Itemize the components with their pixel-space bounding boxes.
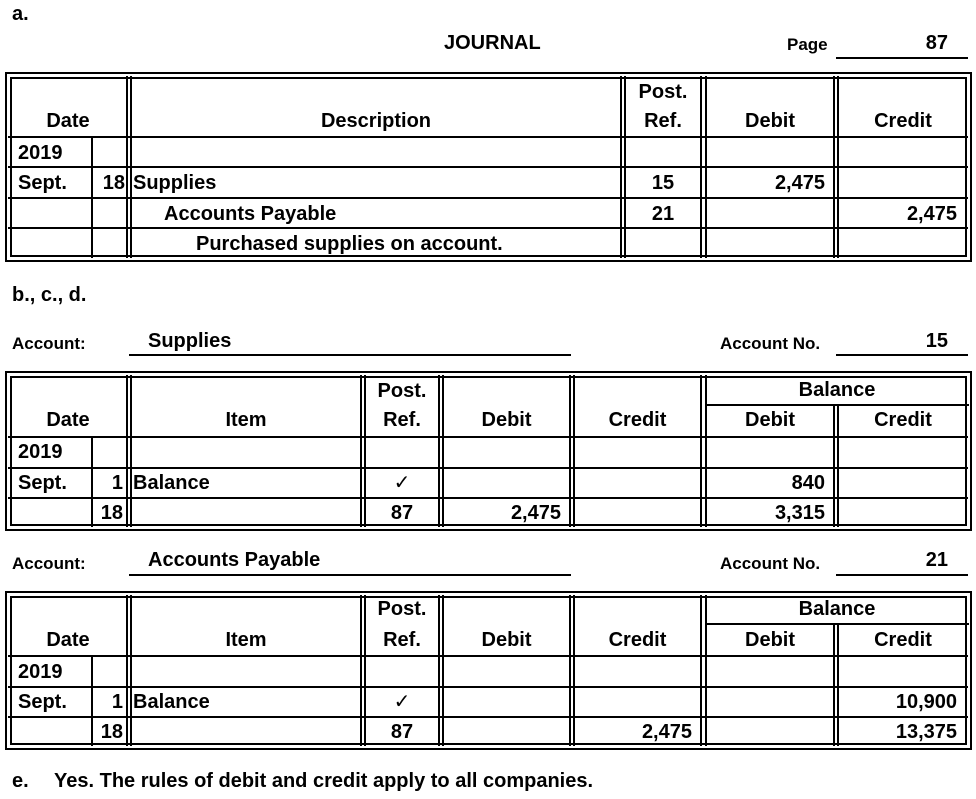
journal-line-credit: 2,475 xyxy=(906,203,957,225)
ledger-header-balance: Balance xyxy=(798,598,876,620)
journal-day: 18 xyxy=(102,172,125,194)
ledger-row-balance-debit: 3,315 xyxy=(774,502,825,524)
journal-header-postref-bottom: Ref. xyxy=(644,110,682,132)
ledger-row-balance-credit: 13,375 xyxy=(895,721,957,743)
journal-header-credit: Credit xyxy=(874,110,932,132)
ledger-row-month: Sept. xyxy=(18,691,67,713)
journal-line-explanation: Purchased supplies on account. xyxy=(196,233,503,255)
journal-header-postref-top: Post. xyxy=(638,81,688,103)
journal-page-label: Page xyxy=(787,35,828,54)
checkmark-icon: ✓ xyxy=(393,691,411,713)
account-name: Accounts Payable xyxy=(148,549,321,571)
journal-header-description: Description xyxy=(320,110,432,132)
account-label: Account: xyxy=(12,334,86,353)
account-no-label: Account No. xyxy=(720,554,821,573)
ledger-header-debit: Debit xyxy=(481,629,532,651)
ledger-header-balance-credit: Credit xyxy=(874,629,932,651)
ledger-row-credit: 2,475 xyxy=(641,721,692,743)
account-name-line xyxy=(129,354,571,356)
part-e-answer: Yes. The rules of debit and credit apply to all companies. xyxy=(54,770,594,792)
ledger-row-postref: 87 xyxy=(390,502,414,524)
ledger-header-postref-top: Post. xyxy=(377,598,427,620)
ledger-header-balance-credit: Credit xyxy=(874,409,932,431)
journal-line-description: Accounts Payable xyxy=(164,203,337,225)
ledger-row-balance-debit: 840 xyxy=(791,472,825,494)
journal-year: 2019 xyxy=(18,142,63,164)
journal-line-description: Supplies xyxy=(133,172,217,194)
ledger-header-postref-top: Post. xyxy=(377,380,427,402)
ledger-header-item: Item xyxy=(225,629,267,651)
part-a-label: a. xyxy=(12,3,29,25)
journal-line-postref: 21 xyxy=(651,203,675,225)
ledger-row-day: 18 xyxy=(100,502,123,524)
account-no: 15 xyxy=(925,330,948,352)
account-name-line xyxy=(129,574,571,576)
page-number-line xyxy=(836,57,968,59)
account-label: Account: xyxy=(12,554,86,573)
account-no-line xyxy=(836,354,968,356)
journal-page-number: 87 xyxy=(925,32,948,54)
ledger-header-item: Item xyxy=(225,409,267,431)
journal-line-debit: 2,475 xyxy=(774,172,825,194)
part-e-label: e. xyxy=(12,770,29,792)
ledger-row-day: 1 xyxy=(111,472,123,494)
ledger-row-balance-credit: 10,900 xyxy=(895,691,957,713)
ledger-header-balance-debit: Debit xyxy=(745,629,795,651)
ledger-row-day: 18 xyxy=(100,721,123,743)
ledger-header-postref-bottom: Ref. xyxy=(383,629,421,651)
journal-month: Sept. xyxy=(18,172,67,194)
ledger-row-item: Balance xyxy=(133,472,210,494)
journal-line-postref: 15 xyxy=(651,172,675,194)
ledger-header-date: Date xyxy=(46,409,90,431)
ledger-header-postref-bottom: Ref. xyxy=(383,409,421,431)
journal-header-date: Date xyxy=(46,110,90,132)
ledger-row-month: Sept. xyxy=(18,472,67,494)
ledger-year: 2019 xyxy=(18,441,63,463)
ledger-row-postref: 87 xyxy=(390,721,414,743)
journal-header-debit: Debit xyxy=(745,110,795,132)
ledger-header-balance: Balance xyxy=(798,379,876,401)
ledger-header-debit: Debit xyxy=(481,409,532,431)
ledger-year: 2019 xyxy=(18,661,63,683)
ledger-row-day: 1 xyxy=(111,691,123,713)
account-no-label: Account No. xyxy=(720,334,821,353)
ledger-header-date: Date xyxy=(46,629,90,651)
ledger-row-debit: 2,475 xyxy=(510,502,561,524)
ledger-row-item: Balance xyxy=(133,691,210,713)
account-name: Supplies xyxy=(148,330,232,352)
part-bcd-label: b., c., d. xyxy=(12,284,87,306)
ledger-header-balance-debit: Debit xyxy=(745,409,795,431)
ledger-header-credit: Credit xyxy=(608,629,667,651)
checkmark-icon: ✓ xyxy=(393,472,411,494)
account-no: 21 xyxy=(925,549,948,571)
account-no-line xyxy=(836,574,968,576)
journal-title: JOURNAL xyxy=(444,32,541,54)
ledger-header-credit: Credit xyxy=(608,409,667,431)
